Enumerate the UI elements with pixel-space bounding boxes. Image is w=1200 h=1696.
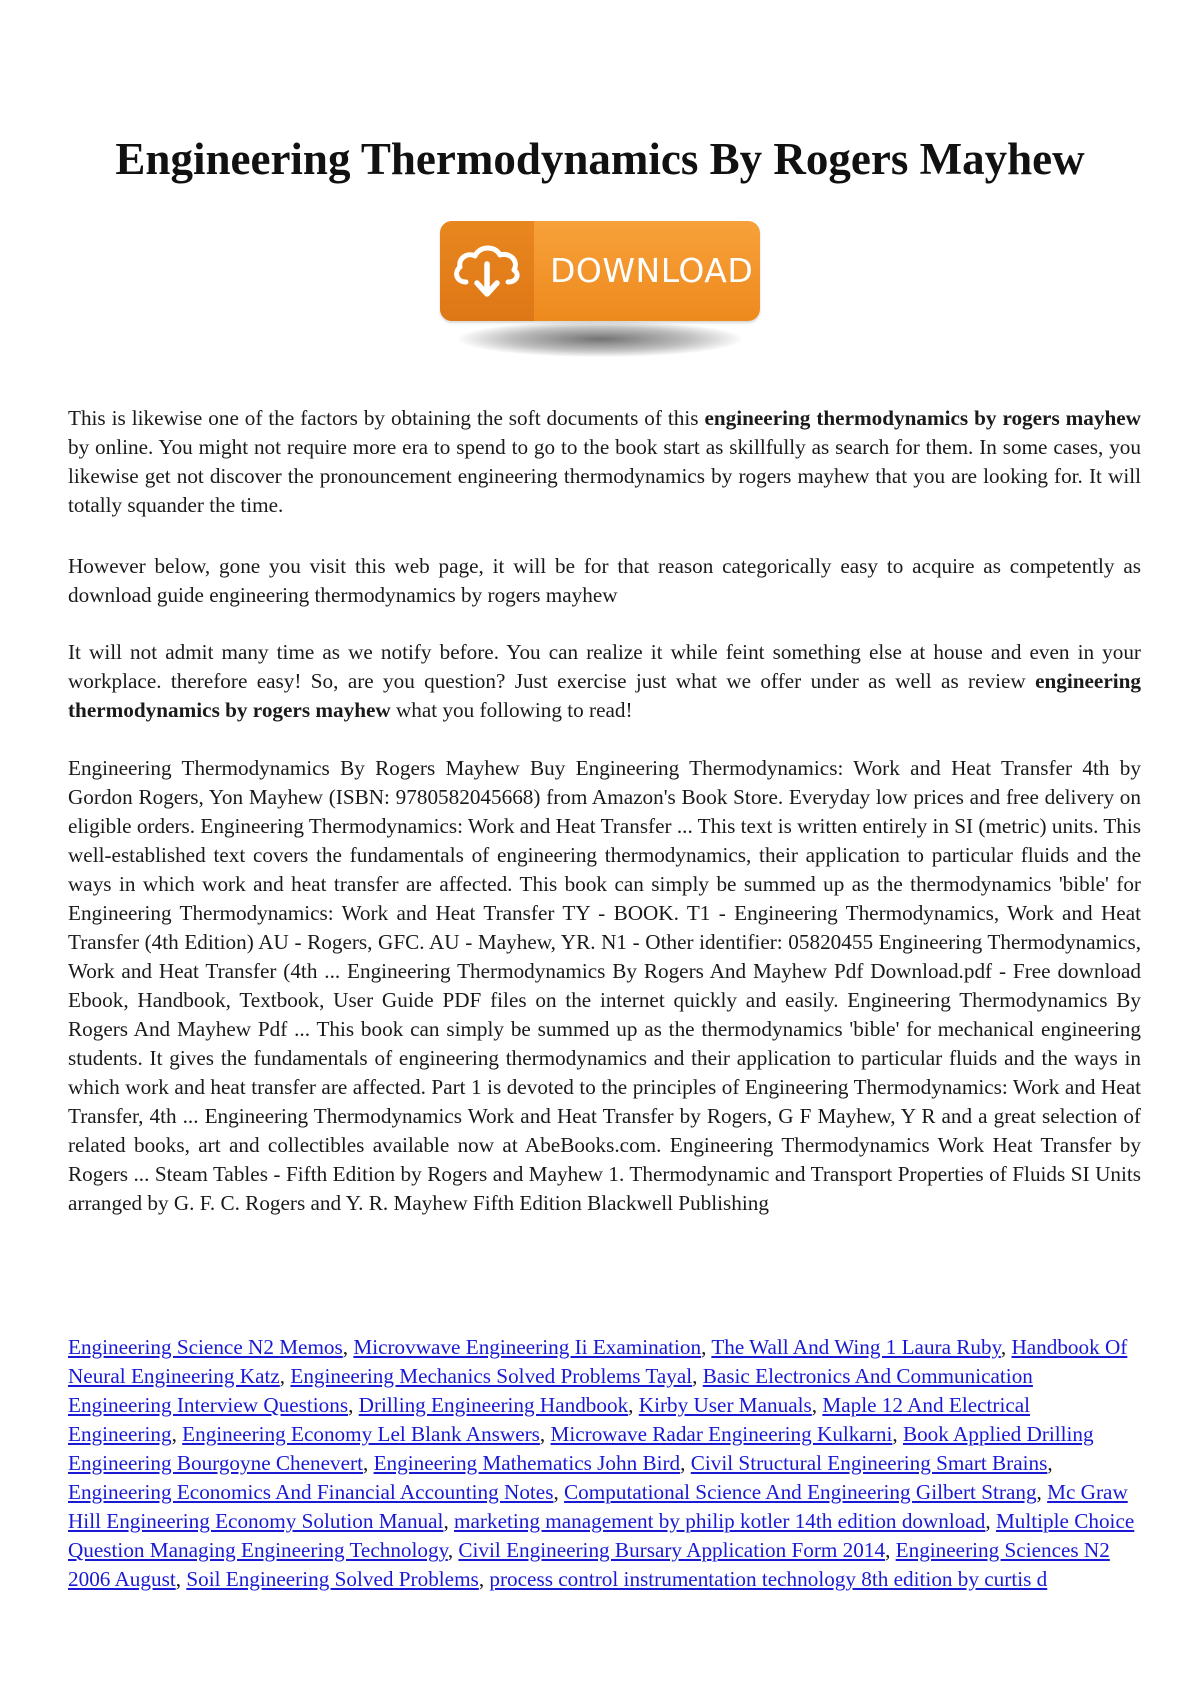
link-separator: , — [1000, 1335, 1012, 1359]
intro-tail: by online. You might not require more era to spend to go to the book start as skillfully as search for them. In some cases, you likewise get not discover the pronouncement engineering thermodynamics by rogers mayhew that you are looking for. It will totally squander the time. — [68, 435, 1141, 517]
link-separator: , — [539, 1422, 551, 1446]
cloud-download-icon — [440, 221, 534, 321]
related-link[interactable]: Kirby User Manuals — [638, 1393, 812, 1417]
related-link[interactable]: Engineering Economy Lel Blank Answers — [182, 1422, 540, 1446]
related-link[interactable]: Book Applied Drilling Engineering Bourgoyne Chenevert — [68, 1422, 1094, 1475]
link-separator: , — [811, 1393, 823, 1417]
related-links-list — [68, 1333, 1141, 1594]
link-separator: , — [885, 1538, 896, 1562]
link-separator: , — [1036, 1480, 1048, 1504]
intro-keyword: engineering thermodynamics by rogers mayhew — [704, 406, 1141, 430]
third-lead: It will not admit many time as we notify before. You can realize it while feint something else at house and even in your workplace. therefore easy! So, are you question? Just exercise just what we offer under as well as review — [68, 640, 1141, 693]
intro-lead: This is likewise one of the factors by obtaining the soft documents of this — [68, 406, 705, 430]
link-separator: , — [478, 1567, 490, 1591]
third-keyword: engineering thermodynamics by rogers mayhew — [68, 669, 1141, 722]
link-separator: , — [348, 1393, 359, 1417]
description-paragraph: Engineering Thermodynamics By Rogers Mayhew Buy Engineering Thermodynamics: Work and Heat Transfer 4th by Gordon Rogers, Yon Mayhew (ISBN: 9780582045668) from Amazon's Book Store. Everyday low prices and free delivery on eligible orders. Engineering Thermodynamics: Work and Heat Transfer ... This text is written entirely in SI (metric) units. This well-established text covers the fundamentals of engineering thermodynamics, their application to particular fluids and the ways in which work and heat transfer are affected. This book can simply be summed up as the thermodynamics 'bible' for Engineering Thermodynamics: Work and Heat Transfer TY - BOOK. T1 - Engineering Thermodynamics, Work and Heat Transfer (4th Edition) AU - Rogers, GFC. AU - Mayhew, YR. N1 - Other identifier: 05820455 Engineering Thermodynamics, Work and Heat Transfer (4th ... Engineering Thermodynamics By Rogers And Mayhew Pdf Download.pdf - Free download Ebook, Handbook, Textbook, User Guide PDF files on the internet quickly and easily. Engineering Thermodynamics By Rogers And Mayhew Pdf ... This book can simply be summed up as the thermodynamics 'bible' for mechanical engineering students. It gives the fundamentals of engineering thermodynamics and their application to particular fluids and the ways in which work and heat transfer are affected. Part 1 is devoted to the principles of Engineering Thermodynamics: Work and Heat Transfer, 4th ... Engineering Thermodynamics Work and Heat Transfer by Rogers, G F Mayhew, Y R and a great selection of related books, art and collectibles available now at AbeBooks.com. Engineering Thermodynamics Work Heat Transfer by Rogers ... Steam Tables - Fifth Edition by Rogers and Mayhew 1. Thermodynamic and Transport Properties of Fluids SI Units arranged by G. F. C. Rogers and Y. R. Mayhew Fifth Edition Blackwell Publishing — [68, 756, 1141, 1215]
related-link[interactable]: Civil Structural Engineering Smart Brains — [690, 1451, 1048, 1475]
related-link[interactable]: Basic Electronics And Communication Engineering Interview Questions — [68, 1364, 1033, 1417]
related-link[interactable]: Computational Science And Engineering Gilbert Strang — [564, 1480, 1037, 1504]
button-shadow — [458, 321, 742, 357]
related-link[interactable]: Engineering Sciences N2 2006 August — [68, 1538, 1110, 1591]
link-separator: , — [680, 1451, 691, 1475]
link-separator: , — [279, 1364, 291, 1388]
third-paragraph — [68, 638, 1141, 725]
link-separator: , — [342, 1335, 354, 1359]
third-tail: what you following to read! — [390, 698, 633, 722]
link-separator: , — [892, 1422, 903, 1446]
related-link[interactable]: process control instrumentation technology 8th edition by curtis d — [489, 1567, 1048, 1591]
download-button-label: DOWNLOAD — [550, 251, 754, 290]
link-separator: , — [447, 1538, 459, 1562]
link-separator: , — [692, 1364, 703, 1388]
link-separator: , — [362, 1451, 374, 1475]
related-link[interactable]: The Wall And Wing 1 Laura Ruby — [711, 1335, 1001, 1359]
link-separator: , — [701, 1335, 712, 1359]
related-link[interactable]: Microwave Radar Engineering Kulkarni — [550, 1422, 893, 1446]
related-link[interactable]: Engineering Economics And Financial Accounting Notes — [68, 1480, 554, 1504]
related-link[interactable]: Maple 12 And Electrical Engineering — [68, 1393, 1031, 1446]
link-separator: , — [553, 1480, 565, 1504]
related-link[interactable]: Engineering Science N2 Memos — [68, 1335, 343, 1359]
related-link[interactable]: Microvwave Engineering Ii Examination — [353, 1335, 702, 1359]
page-title: Engineering Thermodynamics By Rogers Mayhew — [115, 134, 1085, 184]
related-link[interactable]: Mc Graw Hill Engineering Economy Solution Manual — [68, 1480, 1128, 1533]
related-link[interactable]: marketing management by philip kotler 14th edition download — [454, 1509, 986, 1533]
related-link[interactable]: Engineering Mathematics John Bird — [373, 1451, 681, 1475]
download-banner — [440, 221, 760, 361]
related-link[interactable]: Soil Engineering Solved Problems — [186, 1567, 479, 1591]
link-separator: , — [175, 1567, 187, 1591]
link-separator: , — [171, 1422, 183, 1446]
second-paragraph: However below, gone you visit this web page, it will be for that reason categorically easy to acquire as competently as download guide engineering thermodynamics by rogers mayhew — [68, 554, 1141, 607]
related-link[interactable]: Handbook Of Neural Engineering Katz — [68, 1335, 1128, 1388]
related-link[interactable]: Engineering Mechanics Solved Problems Tayal — [290, 1364, 693, 1388]
related-link[interactable]: Multiple Choice Question Managing Engineering Technology — [68, 1509, 1135, 1562]
intro-paragraph — [68, 404, 1141, 520]
link-separator: , — [985, 1509, 996, 1533]
link-separator: , — [628, 1393, 639, 1417]
related-link[interactable]: Civil Engineering Bursary Application Form 2014 — [458, 1538, 886, 1562]
download-button[interactable] — [440, 221, 760, 321]
link-separator: , — [1047, 1451, 1053, 1475]
related-link[interactable]: Drilling Engineering Handbook — [358, 1393, 629, 1417]
link-separator: , — [443, 1509, 455, 1533]
